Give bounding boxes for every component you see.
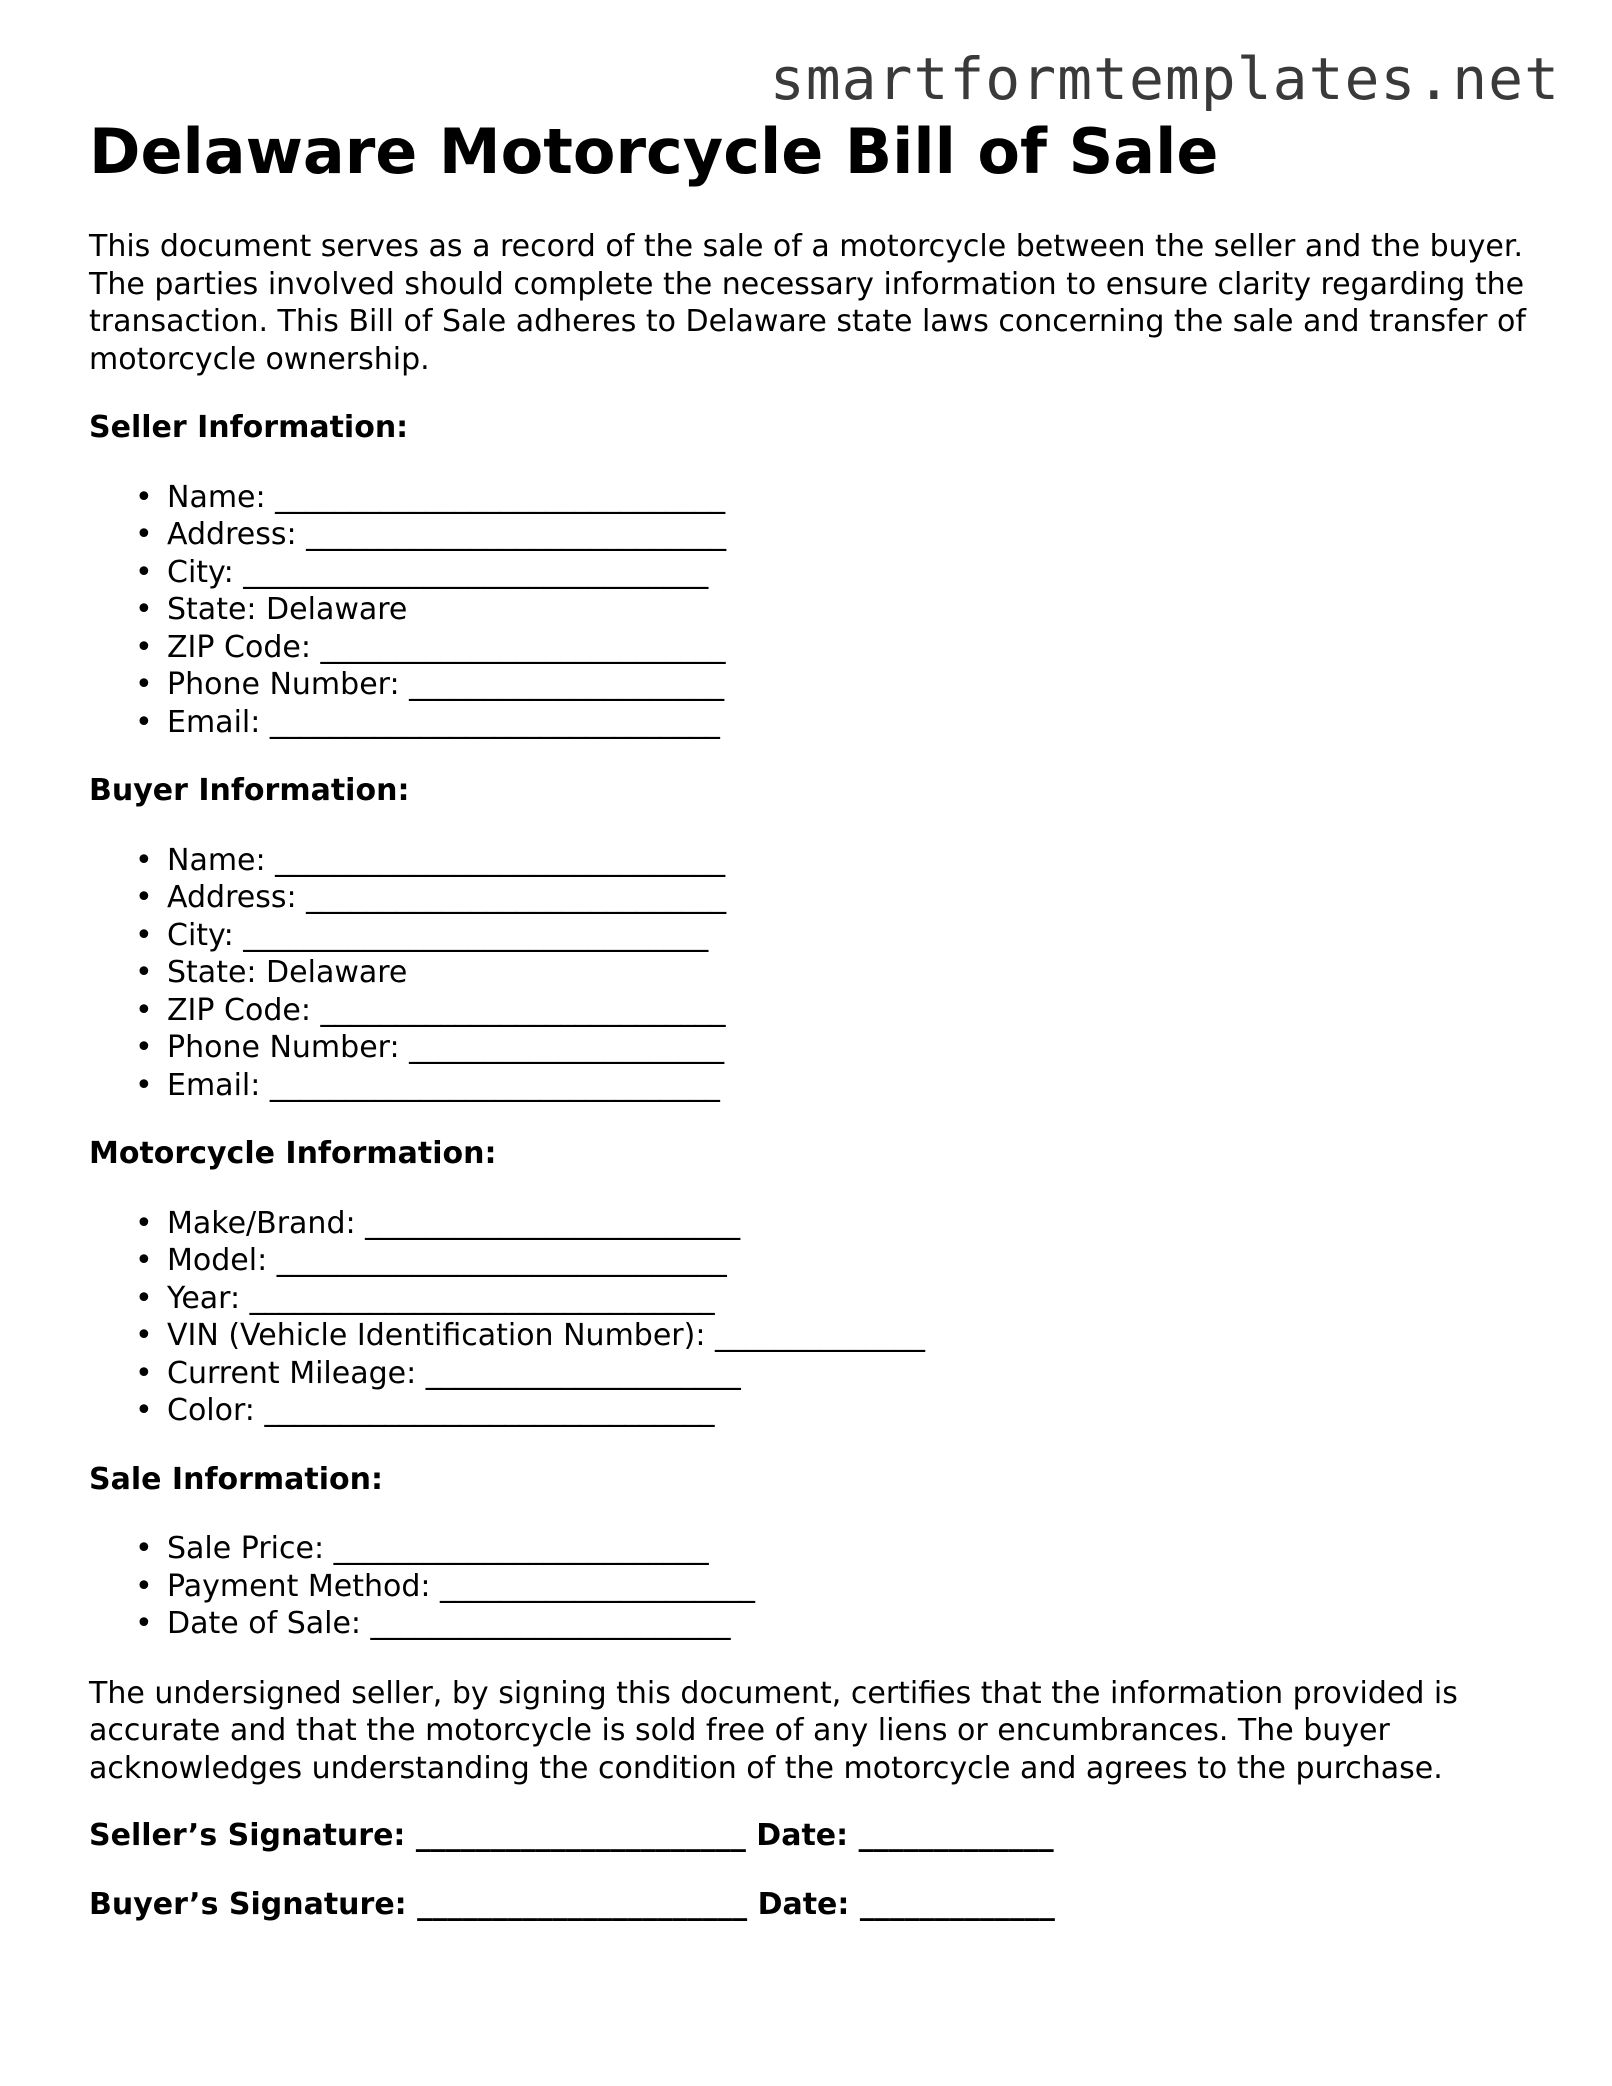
seller-name-field: • Name: ______________________________ <box>135 479 726 515</box>
vin-field: • VIN (Vehicle Identification Number): ______________ <box>135 1318 925 1353</box>
color-field: • Color: ______________________________ <box>135 1393 715 1428</box>
motorcycle-section-heading: Motorcycle Information: <box>89 1136 497 1171</box>
buyer-email-field: • Email: ______________________________ <box>135 1067 720 1103</box>
year-field: • Year: _______________________________ <box>135 1280 715 1316</box>
seller-city-field: • City: _______________________________ <box>135 554 709 590</box>
mileage-field: • Current Mileage: _____________________ <box>135 1355 741 1391</box>
sale-section-heading: Sale Information: <box>89 1461 383 1497</box>
document-title: Delaware Motorcycle Bill of Sale <box>89 115 1219 188</box>
bullet: • <box>135 1531 153 1566</box>
document-page <box>89 112 1529 1923</box>
bullet: • <box>135 1280 153 1316</box>
bullet: • <box>135 1067 153 1103</box>
seller-signature-line: Seller’s Signature: ______________________ Date: _____________ <box>89 1818 1054 1853</box>
seller-fields-list <box>89 479 1529 742</box>
bullet: • <box>135 554 153 590</box>
buyer-fields-list <box>89 842 1529 1105</box>
bullet: • <box>135 517 153 552</box>
bullet: • <box>135 592 153 627</box>
bullet: • <box>135 917 153 953</box>
bullet: • <box>135 1243 153 1278</box>
bullet: • <box>135 667 153 702</box>
buyer-state-field: • State: Delaware <box>135 955 408 990</box>
payment-method-field: • Payment Method: _____________________ <box>135 1568 756 1604</box>
motorcycle-fields-list <box>89 1205 1529 1430</box>
bullet: • <box>135 1355 153 1391</box>
bullet: • <box>135 1606 153 1641</box>
watermark: smartformtemplates.net <box>769 45 1560 113</box>
seller-state-field: • State: Delaware <box>135 592 408 627</box>
buyer-phone-field: • Phone Number: _____________________ <box>135 1030 725 1065</box>
make-brand-field: • Make/Brand: _________________________ <box>135 1205 741 1241</box>
model-field: • Model: ______________________________ <box>135 1243 727 1278</box>
intro-paragraph: This document serves as a record of the sale of a motorcycle between the seller and the buyer. The parties involved should complete the necessary information to ensure clarity regarding the transaction. This Bill of Sale adheres to Delaware state laws concerning the sale and transfer of motorcycle ownership. <box>89 229 1526 377</box>
bullet: • <box>135 629 153 665</box>
buyer-name-field: • Name: ______________________________ <box>135 842 726 878</box>
buyer-address-field: • Address: ____________________________ <box>135 880 727 915</box>
bullet: • <box>135 955 153 990</box>
date-of-sale-field: • Date of Sale: ________________________ <box>135 1606 731 1641</box>
seller-section-heading: Seller Information: <box>89 410 409 445</box>
bullet: • <box>135 479 153 515</box>
seller-address-field: • Address: ____________________________ <box>135 517 727 552</box>
bullet: • <box>135 842 153 878</box>
seller-email-field: • Email: ______________________________ <box>135 704 720 740</box>
bullet: • <box>135 1393 153 1428</box>
bullet: • <box>135 1318 153 1353</box>
sale-price-field: • Sale Price: _________________________ <box>135 1531 709 1566</box>
bullet: • <box>135 704 153 740</box>
bullet: • <box>135 880 153 915</box>
bullet: • <box>135 1205 153 1241</box>
bullet: • <box>135 992 153 1028</box>
buyer-section-heading: Buyer Information: <box>89 773 410 808</box>
closing-paragraph: The undersigned seller, by signing this document, certifies that the information provided is accurate and that the motorcycle is sold free of any liens or encumbrances. The buyer acknowledges understanding the condition of the motorcycle and agrees to the purchase. <box>89 1675 1458 1786</box>
sale-fields-list <box>89 1530 1529 1643</box>
seller-zip-field: • ZIP Code: ___________________________ <box>135 629 726 665</box>
buyer-zip-field: • ZIP Code: ___________________________ <box>135 992 726 1028</box>
buyer-city-field: • City: _______________________________ <box>135 917 709 953</box>
seller-phone-field: • Phone Number: _____________________ <box>135 667 725 702</box>
bullet: • <box>135 1030 153 1065</box>
bullet: • <box>135 1568 153 1604</box>
buyer-signature-line: Buyer’s Signature: ______________________ Date: _____________ <box>89 1886 1055 1922</box>
